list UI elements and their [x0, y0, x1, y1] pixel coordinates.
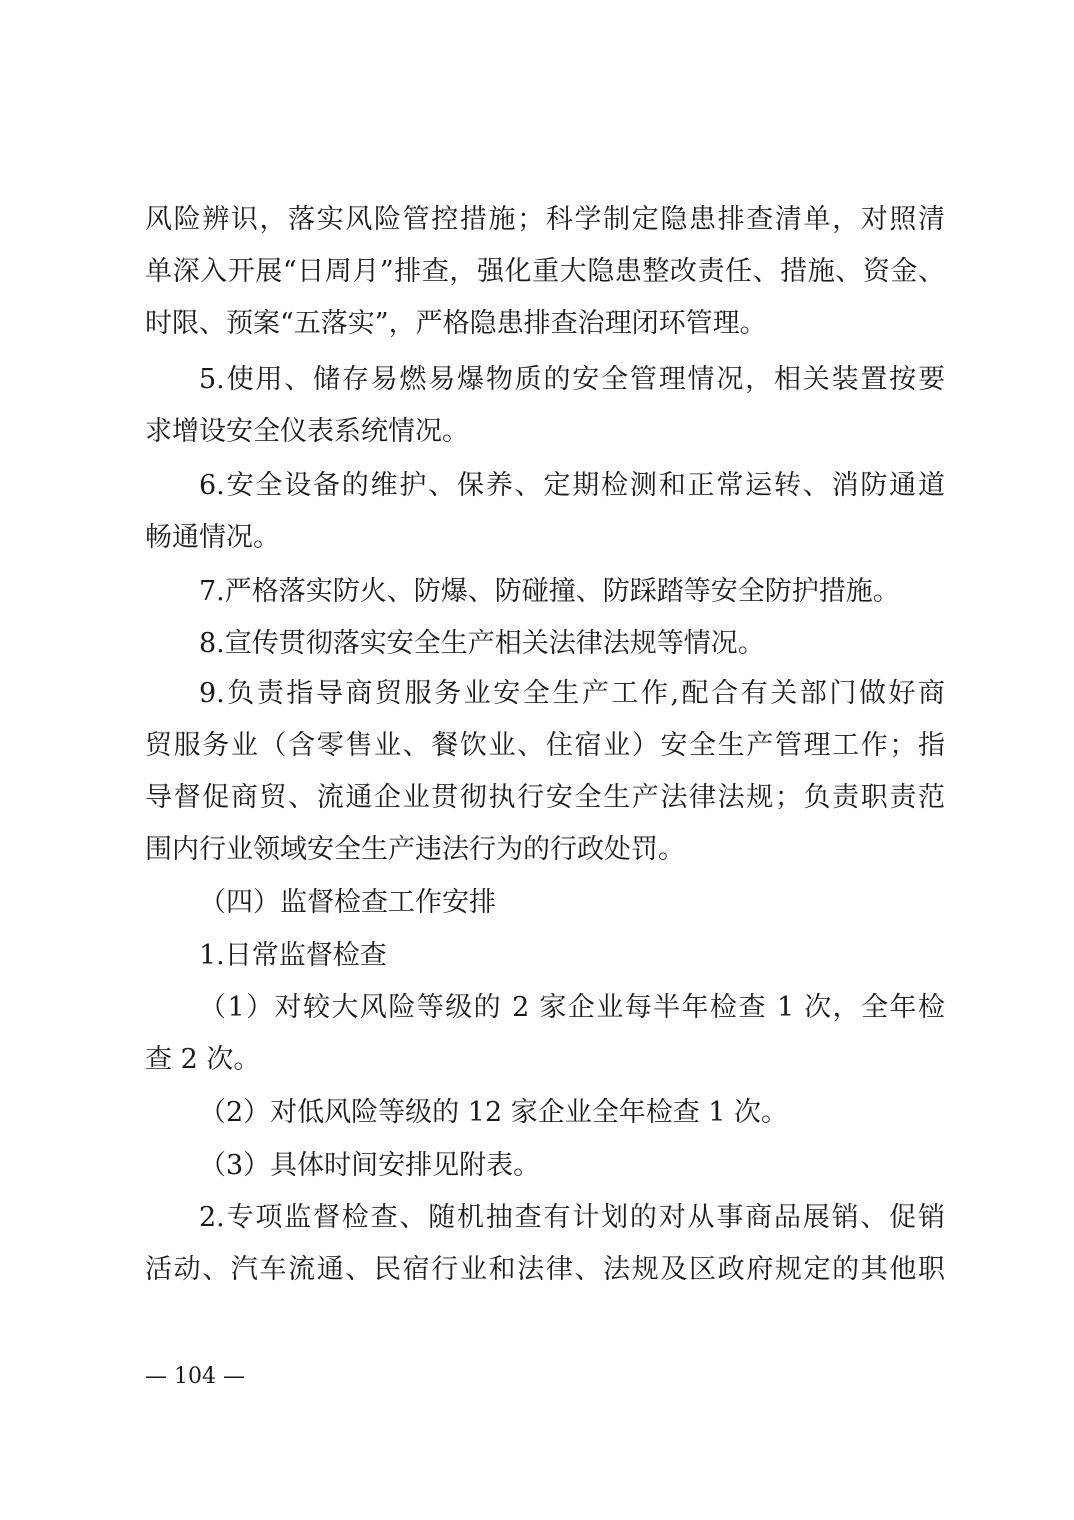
text-line: 5.使用、储存易燃易爆物质的安全管理情况，相关装置按要	[199, 364, 945, 395]
text-line: 6.安全设备的维护、保养、定期检测和正常运转、消防通道	[199, 470, 945, 501]
text-line: 8.宣传贯彻落实安全生产相关法律法规等情况。	[199, 628, 765, 659]
text-line: 单深入开展“日周月”排查，强化重大隐患整改责任、措施、资金、	[145, 256, 945, 287]
page-number: — 104 —	[145, 1364, 245, 1389]
text-line: 活动、汽车流通、民宿行业和法律、法规及区政府规定的其他职	[145, 1254, 945, 1285]
text-line: 贸服务业（含零售业、餐饮业、住宿业）安全生产管理工作；指	[145, 730, 945, 761]
text-line: 9.负责指导商贸服务业安全生产工作,配合有关部门做好商	[199, 678, 945, 709]
subsection-heading: 1.日常监督检查	[199, 940, 387, 971]
text-line: （2）对低风险等级的 12 家企业全年检查 1 次。	[199, 1097, 789, 1128]
text-line: 时限、预案“五落实”，严格隐患排查治理闭环管理。	[145, 308, 767, 339]
text-line: 求增设安全仪表系统情况。	[145, 416, 469, 447]
text-line: （1）对较大风险等级的 2 家企业每半年检查 1 次，全年检	[199, 992, 945, 1023]
text-line: 畅通情况。	[145, 522, 280, 553]
text-line: 风险辨识，落实风险管控措施；科学制定隐患排查清单，对照清	[145, 204, 945, 235]
text-line: 2.专项监督检查、随机抽查有计划的对从事商品展销、促销	[199, 1202, 945, 1233]
text-line: 查 2 次。	[145, 1044, 261, 1075]
text-line: 导督促商贸、流通企业贯彻执行安全生产法律法规；负责职责范	[145, 782, 945, 813]
text-line: （3）具体时间安排见附表。	[199, 1150, 541, 1181]
text-line: 7.严格落实防火、防爆、防碰撞、防踩踏等安全防护措施。	[199, 576, 900, 607]
text-line: 围内行业领域安全生产违法行为的行政处罚。	[145, 834, 685, 865]
section-heading: （四）监督检查工作安排	[199, 887, 496, 918]
